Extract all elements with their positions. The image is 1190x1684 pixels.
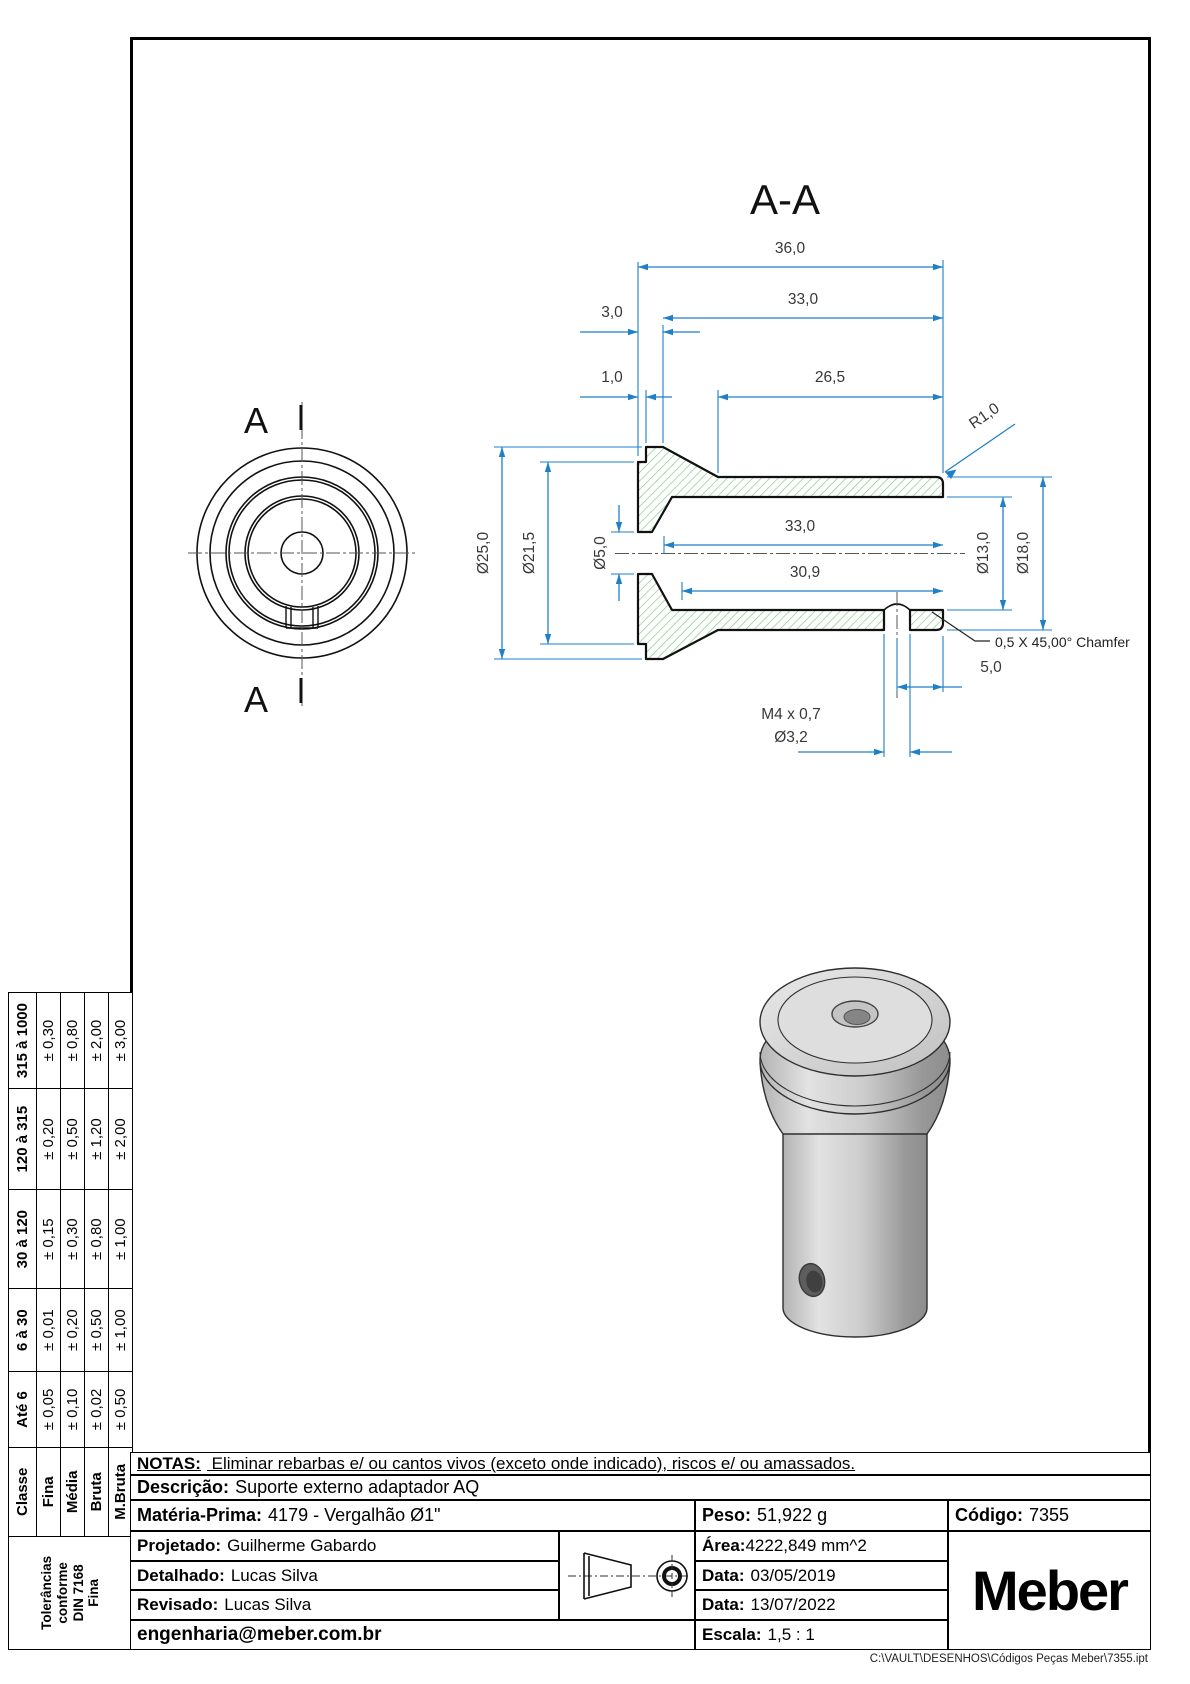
scale-label: Escala: (702, 1625, 762, 1644)
dim-5: 5,0 (980, 659, 1002, 676)
tol-value: ± 2,00 (85, 993, 109, 1089)
tol-value: ± 0,05 (37, 1372, 61, 1448)
company-logo (948, 1531, 1151, 1650)
tol-value: ± 0,50 (109, 1372, 133, 1448)
tol-header-30a120: 30 à 120 (9, 1190, 37, 1289)
tol-value: ± 0,50 (61, 1089, 85, 1190)
extension-lines (494, 260, 1052, 757)
tol-row-label: Fina (37, 1447, 61, 1536)
dim-3-2: Ø3,2 (774, 729, 808, 746)
tol-value: ± 1,00 (109, 1289, 133, 1372)
date1-cell (695, 1561, 948, 1590)
section-view (455, 165, 1160, 770)
tol-value: ± 1,00 (109, 1190, 133, 1289)
file-path-footer: C:\VAULT\DESENHOS\Códigos Peças Meber\7355.ipt (869, 1653, 1148, 1665)
weight-cell (695, 1500, 948, 1531)
notes-text: Eliminar rebarbas e/ ou cantos vivos (exceto onde indicado), riscos e/ ou amassados. (206, 1453, 856, 1473)
tol-value: ± 0,30 (37, 993, 61, 1089)
code-cell (948, 1500, 1151, 1531)
dim-36: 36,0 (774, 240, 806, 257)
date2-label: Data: (702, 1595, 745, 1614)
dimension-lines (502, 267, 1043, 752)
code-value: 7355 (1028, 1505, 1070, 1525)
render-body (783, 1132, 927, 1337)
section-title: A-A (749, 176, 821, 223)
detailed-by-cell (130, 1561, 559, 1590)
date2-cell (695, 1590, 948, 1620)
tol-row-label: Bruta (85, 1447, 109, 1536)
dim-30-9: 30,9 (789, 564, 821, 581)
description-row (130, 1475, 1151, 1500)
tol-value: ± 0,01 (37, 1289, 61, 1372)
designed-by-value: Guilherme Gabardo (227, 1536, 377, 1555)
designed-by-cell (130, 1531, 559, 1561)
area-label: Área: (702, 1536, 746, 1555)
reviewed-by-cell (130, 1590, 559, 1620)
scale-cell (695, 1620, 948, 1650)
tol-value: ± 0,80 (85, 1190, 109, 1289)
dim-13: Ø13,0 (975, 531, 992, 575)
tol-value: ± 0,02 (85, 1372, 109, 1448)
section-label-bottom: A (243, 679, 269, 720)
tol-value: ± 0,80 (61, 993, 85, 1089)
render-top-hole-bore (844, 1010, 870, 1025)
tol-value: ± 0,20 (37, 1089, 61, 1190)
dim-18: Ø18,0 (1015, 531, 1032, 575)
dim-5-hole: Ø5,0 (592, 536, 609, 570)
dim-r1: R1,0 (966, 399, 1003, 433)
dim-m4: M4 x 0,7 (761, 706, 821, 723)
chamfer-note: 0,5 X 45,00° Chamfer (995, 634, 1130, 650)
tol-value: ± 3,00 (109, 993, 133, 1089)
tol-header-6a30: 6 à 30 (9, 1289, 37, 1372)
notes-row (130, 1452, 1151, 1475)
scale-value: 1,5 : 1 (767, 1625, 815, 1644)
dim-21-5: Ø21,5 (521, 531, 538, 575)
date2-value: 13/07/2022 (750, 1595, 836, 1614)
tol-header-315a1000: 315 à 1000 (9, 993, 37, 1089)
part-3d-render (745, 945, 960, 1350)
reviewed-by-label: Revisado: (137, 1595, 219, 1614)
dimension-arrows (499, 264, 1046, 755)
dim-33-top: 33,0 (787, 291, 819, 308)
tol-header-ate6: Até 6 (9, 1372, 37, 1448)
email-value: engenharia@meber.com.br (137, 1624, 382, 1645)
designed-by-label: Projetado: (137, 1536, 222, 1555)
section-label-top: A (243, 400, 269, 441)
area-cell (695, 1531, 948, 1561)
raw-material-value: 4179 - Vergalhão Ø1" (268, 1505, 441, 1525)
projection-symbol-icon (560, 1531, 695, 1620)
dim-26-5: 26,5 (814, 369, 846, 386)
description-label: Descrição: (137, 1477, 230, 1497)
tol-header-classe: Classe (9, 1447, 37, 1536)
tol-value: ± 0,30 (61, 1190, 85, 1289)
tol-value: ± 0,20 (61, 1289, 85, 1372)
dim-33-bore: 33,0 (784, 518, 816, 535)
description-value: Suporte externo adaptador AQ (235, 1477, 480, 1497)
dim-3: 3,0 (601, 304, 623, 321)
front-view (150, 375, 445, 725)
raw-material-label: Matéria-Prima: (137, 1505, 263, 1525)
title-block (130, 1452, 1151, 1650)
tol-value: ± 0,10 (61, 1372, 85, 1448)
company-logo-text: Meber (972, 1559, 1127, 1622)
tolerance-table-rotated (8, 992, 132, 1650)
date1-label: Data: (702, 1565, 745, 1585)
raw-material-cell (130, 1500, 695, 1531)
detailed-by-label: Detalhado: (137, 1565, 225, 1585)
weight-value: 51,922 g (757, 1505, 828, 1525)
email-cell (130, 1620, 695, 1650)
tol-value: ± 1,20 (85, 1089, 109, 1190)
tol-row-label: M.Bruta (109, 1447, 133, 1536)
tol-row-label: Média (61, 1447, 85, 1536)
dim-1: 1,0 (601, 369, 623, 386)
weight-label: Peso: (702, 1505, 752, 1525)
tolerance-table (8, 992, 133, 1650)
notes-label: NOTAS: (137, 1453, 201, 1473)
area-value: 4222,849 mm^2 (745, 1536, 867, 1555)
tol-value: ± 0,15 (37, 1190, 61, 1289)
tol-value: ± 0,50 (85, 1289, 109, 1372)
date1-value: 03/05/2019 (750, 1565, 836, 1585)
dim-25: Ø25,0 (475, 531, 492, 575)
tol-header-120a315: 120 à 315 (9, 1089, 37, 1190)
detailed-by-value: Lucas Silva (230, 1565, 318, 1585)
code-label: Código: (955, 1505, 1023, 1525)
projection-symbol-cell (559, 1531, 695, 1620)
tolerance-title: Tolerâncias conforme DIN 7168 Fina (9, 1536, 133, 1649)
tol-value: ± 2,00 (109, 1089, 133, 1190)
reviewed-by-value: Lucas Silva (224, 1595, 312, 1614)
